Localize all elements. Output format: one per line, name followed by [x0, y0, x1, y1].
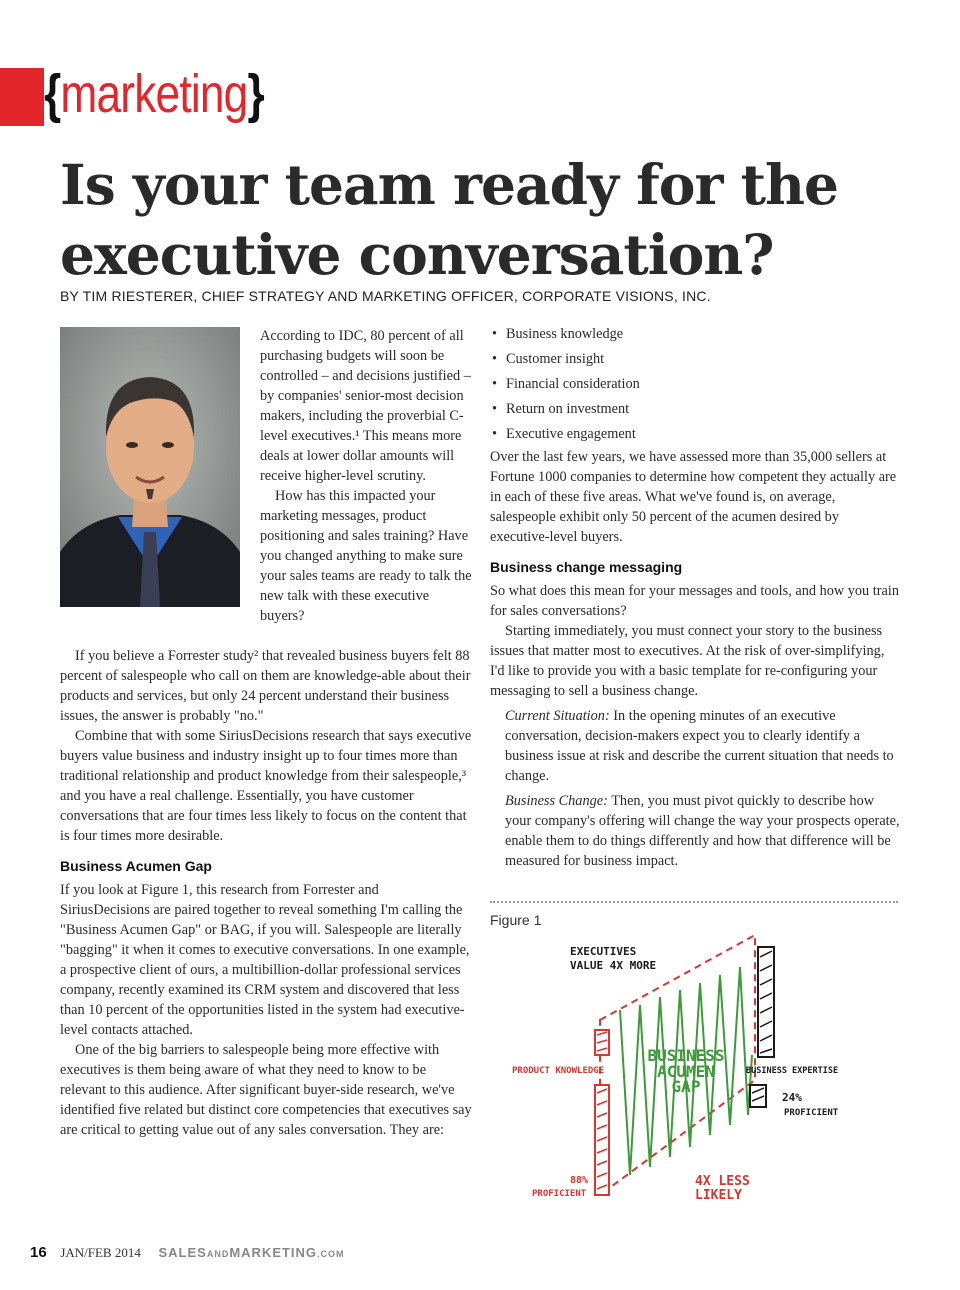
right-column — [490, 326, 900, 871]
business-change-block — [505, 791, 900, 871]
figure-divider — [490, 901, 898, 903]
author-photo — [60, 327, 240, 607]
subhead-business-acumen-gap: Business Acumen Gap — [60, 858, 212, 874]
current-situation-text: In the opening minutes of an executive conversation, decision-makers expect you to clearly identify a business issue at risk and describe the current situation that needs to change. — [505, 708, 894, 784]
list-item: • Business knowledge — [506, 326, 900, 351]
list-item: • Executive engagement — [506, 426, 900, 451]
intro-paragraph-1: According to IDC, 80 percent of all purchasing budgets will soon be controlled – and decisions justified – by companies' senior-most decision makers, including the proverbial C-level executives.¹ This means more deals at lower dollar amounts will receive higher-level scrutiny. — [260, 328, 471, 484]
right-paragraph-1: Over the last few years, we have assessed more than 35,000 sellers at Fortune 1000 companies to determine how competent they actually are in each of these five areas. What we've found is, on average, salespeople exhibit only 50 percent of the acumen desired by executive-level buyers. — [490, 449, 897, 545]
publication-name-part-1: SALES — [158, 1245, 207, 1260]
business-change-label: Business Change: — [505, 793, 608, 809]
publication-name — [158, 1245, 344, 1260]
byline: BY TIM RIESTERER, CHIEF STRATEGY AND MARKETING OFFICER, CORPORATE VISIONS, INC. — [60, 288, 711, 304]
intro-text — [260, 326, 472, 626]
gap-title-line-2: ACUMEN — [657, 1062, 715, 1081]
figure-label: Figure 1 — [490, 912, 542, 928]
left-column — [60, 646, 472, 1140]
right-paragraph-3: Starting immediately, you must connect your story to the business issues that matter most to executives. At the risk of over-simplifying, I'd like to provide you with a basic template for re-configuring your messaging to sell a business change. — [490, 623, 885, 699]
section-word: marketing — [60, 64, 248, 124]
issue-date: JAN/FEB 2014 — [60, 1245, 141, 1260]
publication-name-part-4: .COM — [317, 1249, 345, 1259]
figure-business-acumen-gap — [490, 935, 900, 1215]
list-item: • Financial consideration — [506, 376, 900, 401]
right-percent: 24% — [782, 1091, 802, 1104]
left-percent-label: PROFICIENT — [532, 1189, 587, 1199]
bottom-note-line-2: LIKELY — [695, 1188, 742, 1203]
section-color-bar — [0, 68, 44, 126]
acumen-gap-diagram — [490, 935, 900, 1215]
current-situation-block — [505, 706, 900, 786]
list-item: • Return on investment — [506, 401, 900, 426]
left-percent: 88% — [570, 1175, 589, 1186]
business-change-text: Then, you must pivot quickly to describe how your company's offering will change the way your prospects operate, enable them to do things differently and how that difference will be measured for business impact. — [505, 793, 900, 869]
close-brace: } — [247, 64, 264, 124]
right-percent-label: PROFICIENT — [784, 1108, 839, 1118]
left-paragraph-3: If you believe a Forrester study² that revealed business buyers felt 88 percent of salespeople who call on them are knowledge-able about their products and services, but only 24 percent understand their business issues, the answer is probably "no." — [60, 648, 471, 724]
competency-list — [490, 326, 900, 451]
headline: Is your team ready for the executive conversation? — [60, 152, 838, 287]
publication-name-part-3: MARKETING — [229, 1245, 318, 1260]
product-knowledge-label: PRODUCT KNOWLEDGE — [512, 1066, 605, 1076]
current-situation-label: Current Situation: — [505, 708, 610, 724]
page-number: 16 — [30, 1244, 47, 1261]
page-footer — [30, 1244, 345, 1261]
open-brace: { — [44, 64, 61, 124]
list-item: • Customer insight — [506, 351, 900, 376]
gap-title-line-1: BUSINESS — [647, 1046, 725, 1065]
business-expertise-label: BUSINESS EXPERTISE — [746, 1066, 839, 1076]
intro-paragraph-2: How has this impacted your marketing messages, product positioning and sales training? Have you changed anything to make sure your sales teams are ready to talk the new talk with these executive buyers? — [260, 488, 472, 624]
left-paragraph-5: If you look at Figure 1, this research from Forrester and SiriusDecisions are paired together to reveal something I'm calling the "Business Acumen Gap" or BAG, if you will. Salespeople are literally "bagging" it when it comes to executive conversations. In one example, a prospective client of ours, a multibillion-dollar professional services company, recently examined its CRM system and discovered that less than 10 percent of the opportunities listed in the system had executive-level contacts attached. — [60, 882, 470, 1038]
bottom-note-line-1: 4X LESS — [695, 1174, 750, 1189]
left-paragraph-6: One of the big barriers to salespeople being more effective with executives is them being aware of what they need to know to be relevant to this audience. After significant buyer-side research, we've identified five related but distinct core competencies that executives say are critical to getting value out of any sales conversation. They are: — [60, 1042, 472, 1138]
top-note-line-2: VALUE 4X MORE — [570, 959, 657, 972]
subhead-business-change-messaging: Business change messaging — [490, 559, 683, 575]
top-note-line-1: EXECUTIVES — [570, 945, 637, 958]
gap-title-line-3: GAP — [671, 1077, 701, 1096]
publication-name-part-2: AND — [206, 1249, 230, 1259]
section-tag — [44, 62, 264, 126]
left-paragraph-4: Combine that with some SiriusDecisions research that says executive buyers value business and industry insight up to four times more than traditional relationship and product knowledge from their salespeople,³ and you have a real challenge. Essentially, you have customer conversations that are four times less likely to focus on the content that is four times more desirable. — [60, 728, 472, 844]
right-paragraph-2: So what does this mean for your messages and tools, and how you train for sales conversations? — [490, 583, 899, 619]
author-portrait-image — [60, 327, 240, 607]
